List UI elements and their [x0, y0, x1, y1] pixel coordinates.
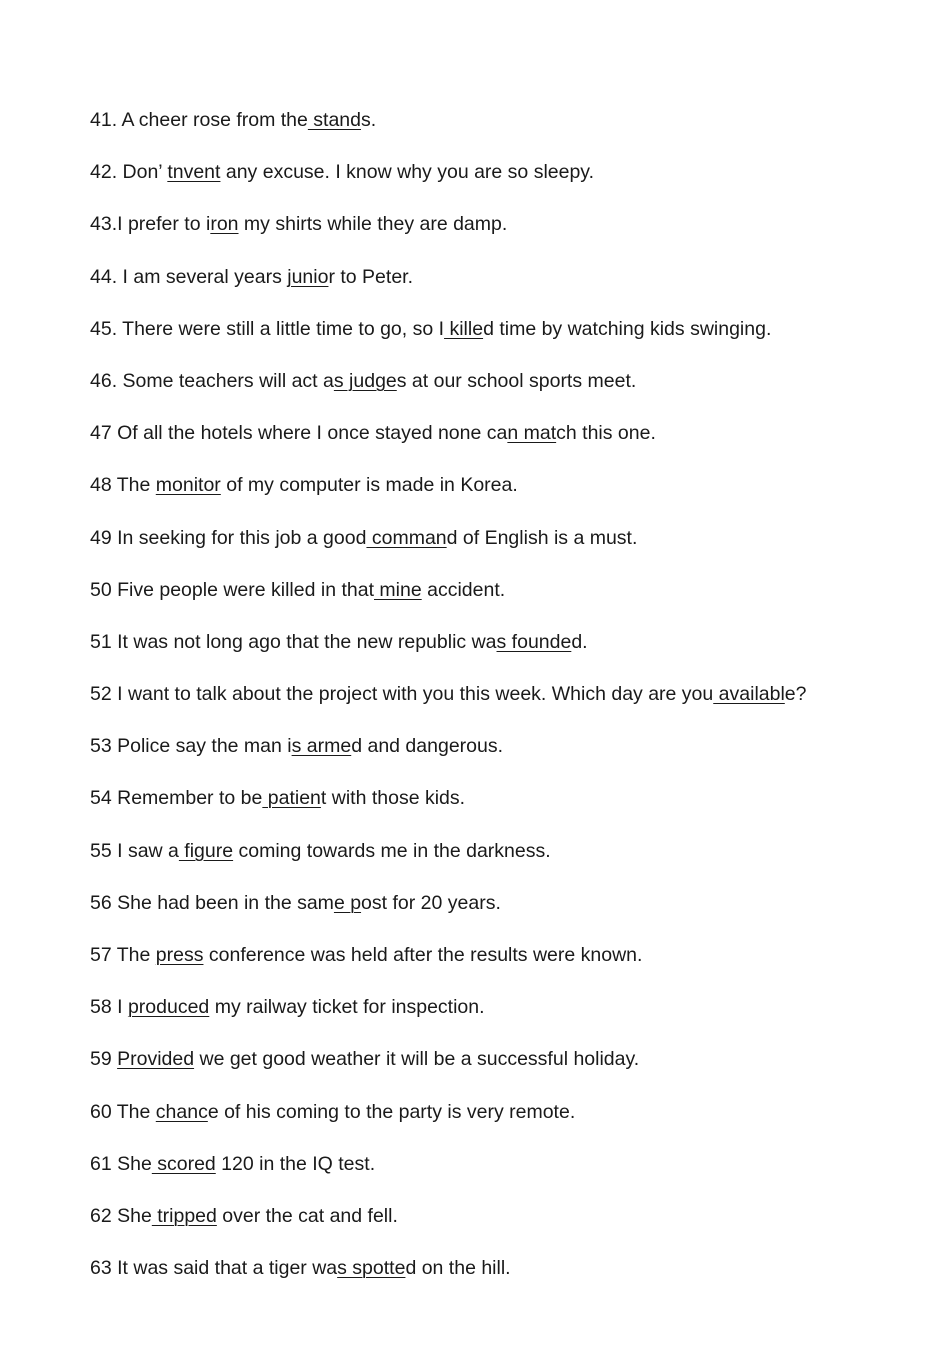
underlined-word: stand — [307, 109, 361, 131]
underlined-word: junio — [287, 265, 329, 288]
underlined-word: availabl — [713, 683, 785, 706]
sentence-text: 53 Police say the man i — [90, 735, 292, 758]
underlined-word: ron — [210, 213, 239, 236]
sentence-text: 60 The — [90, 1100, 156, 1123]
sentence-text: d. — [571, 630, 588, 653]
underlined-word: monitor — [155, 474, 221, 497]
sentence-item — [90, 733, 930, 785]
sentence-item — [90, 681, 930, 733]
sentence-text: 58 I — [90, 996, 128, 1019]
sentence-text: 51 It was not long ago that the new republic wa — [90, 630, 497, 653]
sentence-text: over the cat and fell. — [216, 1204, 398, 1227]
sentence-text: e of his coming to the party is very remote. — [207, 1100, 576, 1123]
sentence-text: 46. Some teachers will act a — [90, 369, 334, 392]
underlined-word: n mat — [507, 422, 557, 445]
sentence-text: 45. There were still a little time to go, so I — [90, 317, 445, 340]
sentence-text: ost for 20 years. — [361, 891, 501, 914]
sentence-text: d of English is a must. — [446, 526, 638, 549]
underlined-word: chanc — [155, 1100, 208, 1123]
sentence-text: my railway ticket for inspection. — [209, 996, 485, 1019]
sentence-text: 42. Don’ — [90, 161, 168, 184]
sentence-item — [90, 420, 930, 472]
underlined-word: s spotte — [337, 1257, 406, 1280]
sentence-text: d time by watching kids swinging. — [483, 317, 772, 340]
sentence-text: 52 I want to talk about the project with you this week. Which day are you — [90, 683, 714, 706]
sentence-text: 62 She — [90, 1204, 152, 1227]
underlined-word: s judge — [333, 369, 397, 392]
sentence-text: 56 She had been in the sam — [90, 891, 334, 914]
sentence-text: accident. — [421, 578, 506, 601]
sentence-item — [90, 890, 930, 942]
sentence-item — [90, 1046, 930, 1098]
sentence-text: d on the hill. — [405, 1257, 511, 1280]
sentence-item — [90, 159, 930, 211]
sentence-text: of my computer is made in Korea. — [220, 474, 518, 497]
sentence-text: 49 In seeking for this job a good — [90, 526, 367, 549]
underlined-word: mine — [374, 578, 422, 601]
sentence-item — [90, 838, 930, 890]
sentence-item — [90, 316, 930, 368]
sentence-text: 44. I am several years — [90, 265, 288, 288]
sentence-text: any excuse. I know why you are so sleepy. — [220, 161, 595, 184]
sentence-text: coming towards me in the darkness. — [233, 839, 551, 862]
sentence-text: 54 Remember to be — [90, 787, 263, 810]
sentence-text: t with those kids. — [320, 787, 466, 810]
underlined-word: scored — [151, 1152, 216, 1175]
underlined-word: s arme — [291, 735, 352, 758]
sentence-item — [90, 785, 930, 837]
sentence-item — [90, 1255, 930, 1307]
sentence-text: 61 She — [90, 1152, 152, 1175]
sentence-text: 63 It was said that a tiger wa — [90, 1257, 338, 1280]
sentence-text: 55 I saw a — [90, 839, 179, 862]
sentence-text: 59 — [90, 1048, 118, 1071]
sentence-item — [90, 472, 930, 524]
sentence-item — [90, 1151, 930, 1203]
sentence-item — [90, 525, 930, 577]
underlined-word: comman — [366, 526, 447, 549]
underlined-word: patien — [262, 787, 321, 810]
sentence-item — [90, 211, 930, 263]
underlined-word: kille — [444, 317, 484, 340]
sentence-text: e? — [784, 683, 807, 706]
sentence-text: r to Peter. — [328, 265, 413, 288]
sentence-text: 47 Of all the hotels where I once stayed none ca — [90, 422, 508, 445]
underlined-word: Provided — [117, 1048, 195, 1071]
underlined-word: produced — [127, 996, 210, 1019]
sentence-item — [90, 577, 930, 629]
underlined-word: s founde — [496, 630, 572, 653]
sentence-item — [90, 264, 930, 316]
sentence-text: 43.I prefer to i — [90, 213, 211, 236]
sentence-text: 41. A cheer rose from the — [90, 109, 308, 131]
underlined-word: e p — [333, 891, 362, 914]
underlined-word: figure — [178, 839, 234, 862]
underlined-word: tnvent — [167, 161, 221, 184]
sentence-item — [90, 1099, 930, 1151]
sentence-text: 57 The — [90, 944, 156, 966]
sentence-text: conference was held after the results were known. — [203, 944, 643, 966]
sentence-list — [90, 107, 930, 1307]
sentence-text: 48 The — [90, 474, 156, 497]
sentence-text: s. — [361, 109, 377, 131]
sentence-text: we get good weather it will be a successful holiday. — [194, 1048, 640, 1071]
underlined-word: press — [155, 944, 204, 966]
sentence-text: 120 in the IQ test. — [215, 1152, 376, 1175]
sentence-text: my shirts while they are damp. — [238, 213, 508, 236]
sentence-text: s at our school sports meet. — [396, 369, 637, 392]
sentence-item — [90, 368, 930, 420]
sentence-text: d and dangerous. — [351, 735, 504, 758]
sentence-text: 50 Five people were killed in that — [90, 578, 374, 601]
sentence-item — [90, 629, 930, 681]
sentence-text: ch this one. — [556, 422, 656, 445]
underlined-word: tripped — [151, 1204, 217, 1227]
sentence-item — [90, 994, 930, 1046]
sentence-item — [90, 942, 930, 994]
sentence-item — [90, 107, 930, 159]
sentence-item — [90, 1203, 930, 1255]
